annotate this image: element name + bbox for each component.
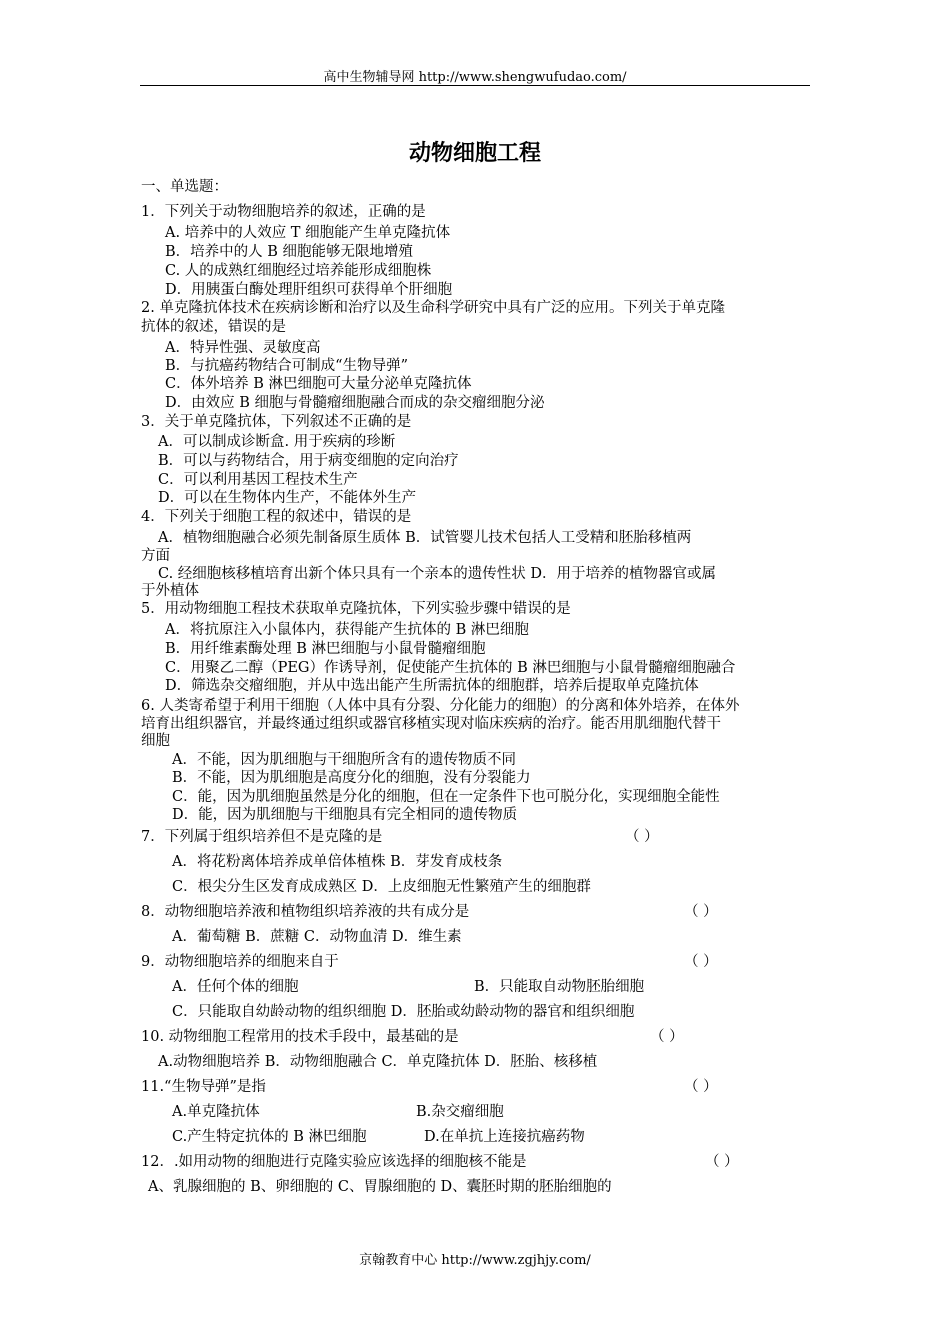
question-4-stem: 4．下列关于细胞工程的叙述中，错误的是	[141, 509, 412, 525]
page-header: 高中生物辅导网 http://www.shengwufudao.com/	[323, 70, 627, 85]
question-5-option-c: C．用聚乙二醇（PEG）作诱导剂，促使能产生抗体的 B 淋巴细胞与小鼠骨髓瘤细胞融合	[165, 660, 736, 676]
question-11-option-a: A.单克隆抗体	[172, 1104, 260, 1120]
question-7-options-cd: C．根尖分生区发育成成熟区 D．上皮细胞无性繁殖产生的细胞群	[172, 879, 591, 895]
question-8-options: A．葡萄糖 B．蔗糖 C．动物血清 D．维生素	[172, 929, 462, 945]
question-7-options-ab: A．将花粉离体培养成单倍体植株 B．芽发育成枝条	[172, 854, 503, 870]
question-12-answer-blank: （ ）	[705, 1154, 739, 1170]
question-11-answer-blank: （ ）	[684, 1079, 718, 1095]
question-2-stem-line-1: 2. 单克隆抗体技术在疾病诊断和治疗以及生命科学研究中具有广泛的应用。下列关于单克隆	[141, 300, 725, 316]
question-3-option-d: D．可以在生物体内生产，不能体外生产	[158, 490, 417, 506]
question-3-option-a: A．可以制成诊断盒. 用于疾病的珍断	[158, 434, 396, 450]
section-heading: 一、单选题：	[141, 179, 228, 195]
question-7-answer-blank: （ ）	[625, 829, 659, 845]
question-11-option-c: C.产生特定抗体的 B 淋巴细胞	[172, 1129, 367, 1145]
question-12-stem: 12．.如用动物的细胞进行克隆实验应该选择的细胞核不能是	[141, 1154, 527, 1170]
question-6-option-b: B．不能，因为肌细胞是高度分化的细胞，没有分裂能力	[172, 770, 531, 786]
question-2-option-d: D．由效应 B 细胞与骨髓瘤细胞融合而成的杂交瘤细胞分泌	[165, 395, 545, 411]
question-6-stem-line-2: 培育出组织器官，并最终通过组织或器官移植实现对临床疾病的治疗。能否用肌细胞代替干	[141, 716, 721, 732]
question-4-option-ab: A．植物细胞融合必须先制备原生质体 B．试管婴儿技术包括人工受精和胚胎移植两	[158, 530, 692, 546]
question-6-option-d: D．能，因为肌细胞与干细胞具有完全相同的遗传物质	[172, 807, 518, 823]
question-4-option-cd-cont: 于外植体	[141, 583, 199, 599]
document-title: 动物细胞工程	[408, 141, 541, 166]
question-2-stem-line-2: 抗体的叙述，错误的是	[141, 319, 286, 335]
question-9-option-a: A．任何个体的细胞	[172, 979, 299, 995]
question-5-option-d: D．筛选杂交瘤细胞，并从中选出能产生所需抗体的细胞群，培养后提取单克隆抗体	[165, 678, 699, 694]
question-3-option-c: C．可以利用基因工程技术生产	[158, 472, 358, 488]
question-6-option-a: A．不能，因为肌细胞与干细胞所含有的遗传物质不同	[172, 752, 516, 768]
question-9-stem: 9．动物细胞培养的细胞来自于	[141, 954, 339, 970]
question-5-stem: 5．用动物细胞工程技术获取单克隆抗体，下列实验步骤中错误的是	[141, 601, 571, 617]
question-9-option-b: B．只能取自动物胚胎细胞	[474, 979, 645, 995]
question-11-option-b: B.杂交瘤细胞	[416, 1104, 504, 1120]
question-8-stem: 8．动物细胞培养液和植物组织培养液的共有成分是	[141, 904, 470, 920]
question-9-options-cd: C．只能取自幼龄动物的组织细胞 D．胚胎或幼龄动物的器官和组织细胞	[172, 1004, 635, 1020]
question-2-option-c: C．体外培养 B 淋巴细胞可大量分泌单克隆抗体	[165, 376, 472, 392]
question-6-stem-line-3: 细胞	[141, 733, 170, 749]
question-10-answer-blank: （ ）	[650, 1029, 684, 1045]
question-11-option-d: D.在单抗上连接抗癌药物	[424, 1129, 585, 1145]
question-6-option-c: C．能，因为肌细胞虽然是分化的细胞，但在一定条件下也可脱分化，实现细胞全能性	[172, 789, 720, 805]
question-1-stem: 1．下列关于动物细胞培养的叙述，正确的是	[141, 204, 426, 220]
question-3-stem: 3．关于单克隆抗体，下列叙述不正确的是	[141, 414, 412, 430]
question-6-stem-line-1: 6. 人类寄希望于利用干细胞（人体中具有分裂、分化能力的细胞）的分离和体外培养，在体外	[141, 698, 740, 714]
question-4-option-cd: C. 经细胞核移植培育出新个体只具有一个亲本的遗传性状 D．用于培养的植物器官或属	[158, 566, 717, 582]
question-1-option-a: A. 培养中的人效应 T 细胞能产生单克隆抗体	[165, 225, 451, 241]
question-1-option-c: C. 人的成熟红细胞经过培养能形成细胞株	[165, 263, 432, 279]
question-10-stem: 10. 动物细胞工程常用的技术手段中，最基础的是	[141, 1029, 459, 1045]
question-4-option-ab-cont: 方面	[141, 548, 170, 564]
question-5-option-b: B．用纤维素酶处理 B 淋巴细胞与小鼠骨髓瘤细胞	[165, 641, 486, 657]
question-1-option-d: D．用胰蛋白酶处理肝组织可获得单个肝细胞	[165, 282, 453, 298]
question-10-options: A.动物细胞培养 B．动物细胞融合 C．单克隆抗体 D．胚胎、核移植	[158, 1054, 598, 1070]
question-1-option-b: B．培养中的人 B 细胞能够无限地增殖	[165, 244, 414, 260]
question-2-option-b: B．与抗癌药物结合可制成“生物导弹”	[165, 358, 408, 374]
question-7-stem: 7．下列属于组织培养但不是克隆的是	[141, 829, 383, 845]
question-12-options: A、乳腺细胞的 B、卵细胞的 C、胃腺细胞的 D、囊胚时期的胚胎细胞的	[148, 1179, 612, 1195]
page-footer: 京翰教育中心 http://www.zgjhjy.com/	[359, 1253, 591, 1268]
header-divider	[140, 85, 810, 86]
question-8-answer-blank: （ ）	[684, 904, 718, 920]
question-11-stem: 11.“生物导弹”是指	[141, 1079, 266, 1095]
question-3-option-b: B．可以与药物结合，用于病变细胞的定向治疗	[158, 453, 459, 469]
question-5-option-a: A．将抗原注入小鼠体内，获得能产生抗体的 B 淋巴细胞	[165, 622, 529, 638]
question-2-option-a: A．特异性强、灵敏度高	[165, 340, 321, 356]
question-9-answer-blank: （ ）	[684, 954, 718, 970]
